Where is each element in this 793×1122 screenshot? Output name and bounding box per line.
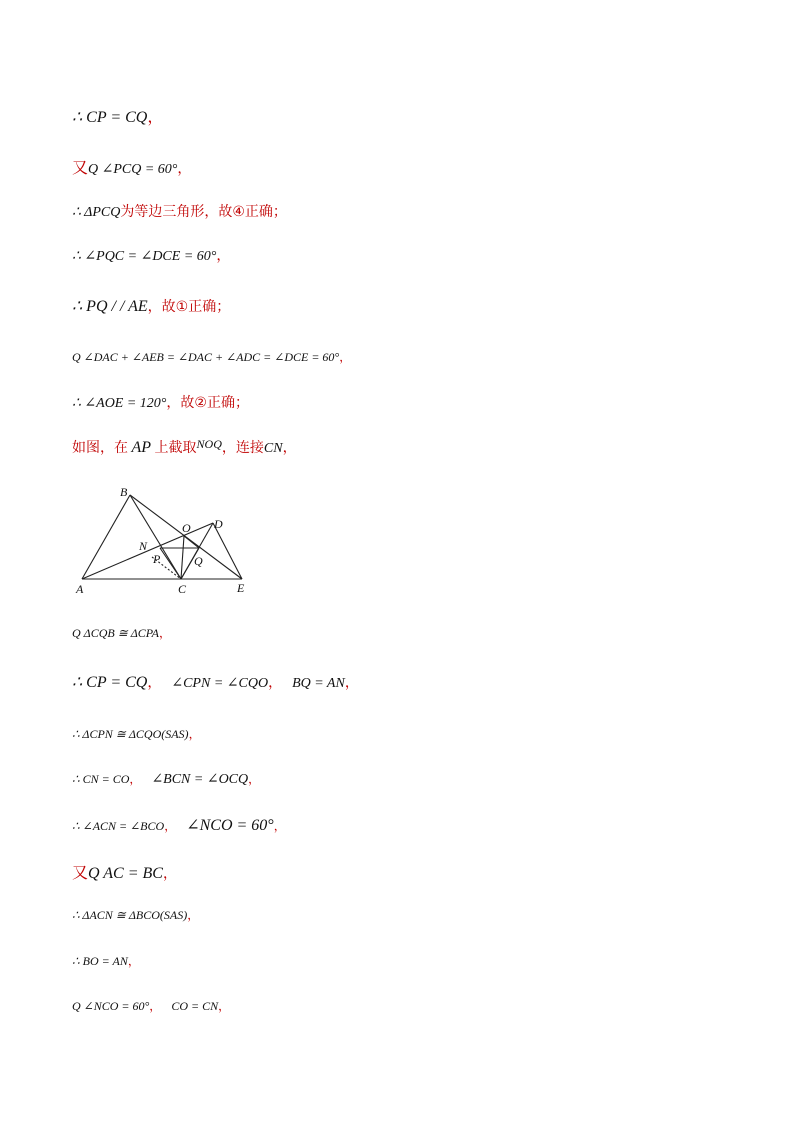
math-expression: ∴ CP = CQ <box>72 109 148 126</box>
red-text: ，故②正确； <box>166 395 249 411</box>
math-expression: BQ = AN <box>292 676 345 691</box>
punctuation: ， <box>162 866 177 882</box>
punctuation: ， <box>147 675 162 691</box>
math-expression: ∴ ∠ACN = ∠BCO <box>72 819 165 833</box>
punctuation: ， <box>158 626 171 640</box>
red-text: 上截取 <box>154 440 197 456</box>
line-DE <box>213 523 242 579</box>
punctuation: ， <box>216 248 231 264</box>
punctuation: ， <box>248 772 261 786</box>
punctuation: ， <box>344 675 359 691</box>
label-A: A <box>76 582 84 596</box>
punctuation: ， <box>188 727 201 741</box>
label-B: B <box>120 485 128 499</box>
proof-line-15 <box>72 906 199 923</box>
red-text: 又 <box>72 158 89 177</box>
line-BC <box>130 495 181 579</box>
line-OQ <box>184 536 199 548</box>
punctuation: ， <box>129 772 142 786</box>
math-expression: ∴ BO = AN <box>72 954 128 968</box>
label-P: P <box>153 552 161 566</box>
label-O: O <box>182 521 191 535</box>
line-OC <box>181 536 184 579</box>
proof-line-16 <box>72 952 140 969</box>
proof-line-12 <box>72 770 260 788</box>
label-D: D <box>214 517 223 531</box>
math-expression: ∴ ∠PQC = ∠DCE = 60° <box>72 249 217 264</box>
line-AB <box>82 495 130 579</box>
punctuation: ， <box>164 819 177 833</box>
math-expression: Q ∠PCQ = 60° <box>88 162 178 177</box>
math-expression: CN <box>263 441 283 456</box>
proof-line-14 <box>72 860 177 883</box>
label-C: C <box>178 582 187 596</box>
math-expression: ∠CPN = ∠CQO <box>171 676 269 691</box>
math-expression: Q ΔCQB ≅ ΔCPA <box>72 626 159 640</box>
line-PC <box>160 548 181 579</box>
punctuation: ， <box>149 999 162 1013</box>
math-expression: ∠NCO = 60° <box>186 817 274 834</box>
proof-line-2 <box>72 155 191 178</box>
proof-line-5 <box>72 296 230 316</box>
math-expression: ∴ CN = CO <box>72 772 130 786</box>
proof-line-17 <box>72 997 230 1014</box>
red-text: ，连接 <box>221 440 264 456</box>
math-expression: ∴ PQ / / AE <box>72 298 148 315</box>
proof-line-4 <box>72 245 230 265</box>
punctuation: ， <box>282 440 297 456</box>
punctuation: ， <box>147 107 164 126</box>
punctuation: ， <box>273 819 286 833</box>
red-text: 为等边三角形，故④正确； <box>120 204 287 220</box>
proof-line-8 <box>72 437 297 457</box>
punctuation: ， <box>268 675 283 691</box>
punctuation: ， <box>339 350 352 364</box>
red-text: 如图，在 <box>72 440 128 456</box>
line-AD <box>82 523 213 579</box>
label-E: E <box>237 581 245 595</box>
label-N: N <box>139 539 148 553</box>
math-expression: ∴ ∠AOE = 120° <box>72 396 167 411</box>
red-text: 又 <box>72 863 89 882</box>
proof-line-1 <box>72 104 163 127</box>
math-expression: ∴ CP = CQ <box>72 674 148 691</box>
punctuation: ， <box>127 954 140 968</box>
label-Q: Q <box>194 554 203 568</box>
math-expression: ∴ ΔACN ≅ ΔBCO(SAS) <box>72 908 188 922</box>
math-expression: ∴ ΔCPN ≅ ΔCQO(SAS) <box>72 727 189 741</box>
red-text: ，故①正确； <box>147 299 231 315</box>
math-expression: Q ∠NCO = 60° <box>72 999 150 1013</box>
proof-line-11 <box>72 725 201 742</box>
punctuation: ， <box>177 161 192 177</box>
proof-line-3 <box>72 201 287 221</box>
proof-line-13 <box>72 815 286 835</box>
math-expression: NOQ <box>196 437 222 451</box>
math-expression: ∴ ΔPCQ <box>72 205 121 220</box>
proof-line-10 <box>72 672 359 692</box>
proof-line-9 <box>72 624 171 641</box>
punctuation: ， <box>218 999 231 1013</box>
punctuation: ， <box>187 908 200 922</box>
proof-line-7 <box>72 392 249 412</box>
math-expression: AP <box>131 439 152 456</box>
proof-line-6 <box>72 348 351 365</box>
math-expression: ∠BCN = ∠OCQ <box>151 772 249 787</box>
math-expression: Q AC = BC <box>88 865 163 882</box>
math-expression: Q ∠DAC + ∠AEB = ∠DAC + ∠ADC = ∠DCE = 60° <box>72 350 340 364</box>
geometry-figure <box>72 480 262 600</box>
figure-lines <box>82 495 242 579</box>
math-expression: CO = CN <box>171 999 219 1013</box>
